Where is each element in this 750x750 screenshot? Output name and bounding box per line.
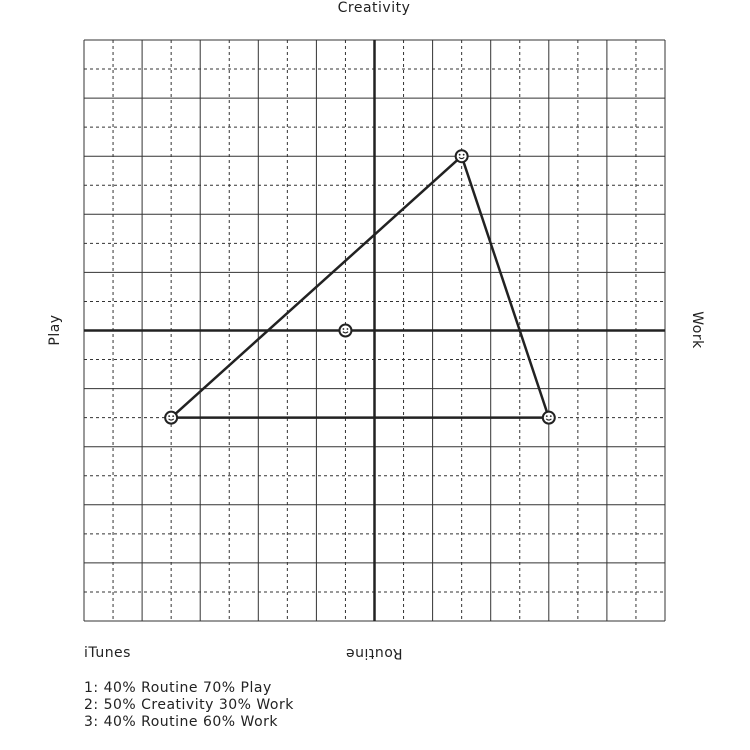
point-circle (456, 150, 468, 162)
point-circle (543, 412, 555, 424)
axis-label-creativity: Creativity (337, 0, 411, 16)
point-eye-right (172, 415, 174, 417)
point-eye-right (550, 415, 552, 417)
points-layer (165, 150, 555, 423)
app-title: iTunes (84, 645, 131, 661)
point-eye-left (459, 154, 461, 156)
point-circle (339, 325, 351, 337)
triangle-layer (171, 156, 549, 417)
point-eye-right (347, 328, 349, 330)
triangle (171, 156, 549, 417)
legend (84, 680, 294, 731)
point-eye-right (463, 154, 465, 156)
axis-label-play: Play (47, 314, 63, 346)
legend-item: 2: 50% Creativity 30% Work (84, 697, 294, 713)
point-eye-left (168, 415, 170, 417)
data-point-2 (456, 150, 468, 162)
data-point-1 (165, 412, 177, 424)
centroid-point (339, 325, 351, 337)
axis-label-work: Work (689, 311, 705, 349)
point-eye-left (546, 415, 548, 417)
legend-item: 3: 40% Routine 60% Work (84, 714, 279, 730)
axis-label-routine: Routine (345, 645, 403, 661)
data-point-3 (543, 412, 555, 424)
point-circle (165, 412, 177, 424)
point-eye-left (343, 328, 345, 330)
legend-item: 1: 40% Routine 70% Play (84, 680, 272, 696)
